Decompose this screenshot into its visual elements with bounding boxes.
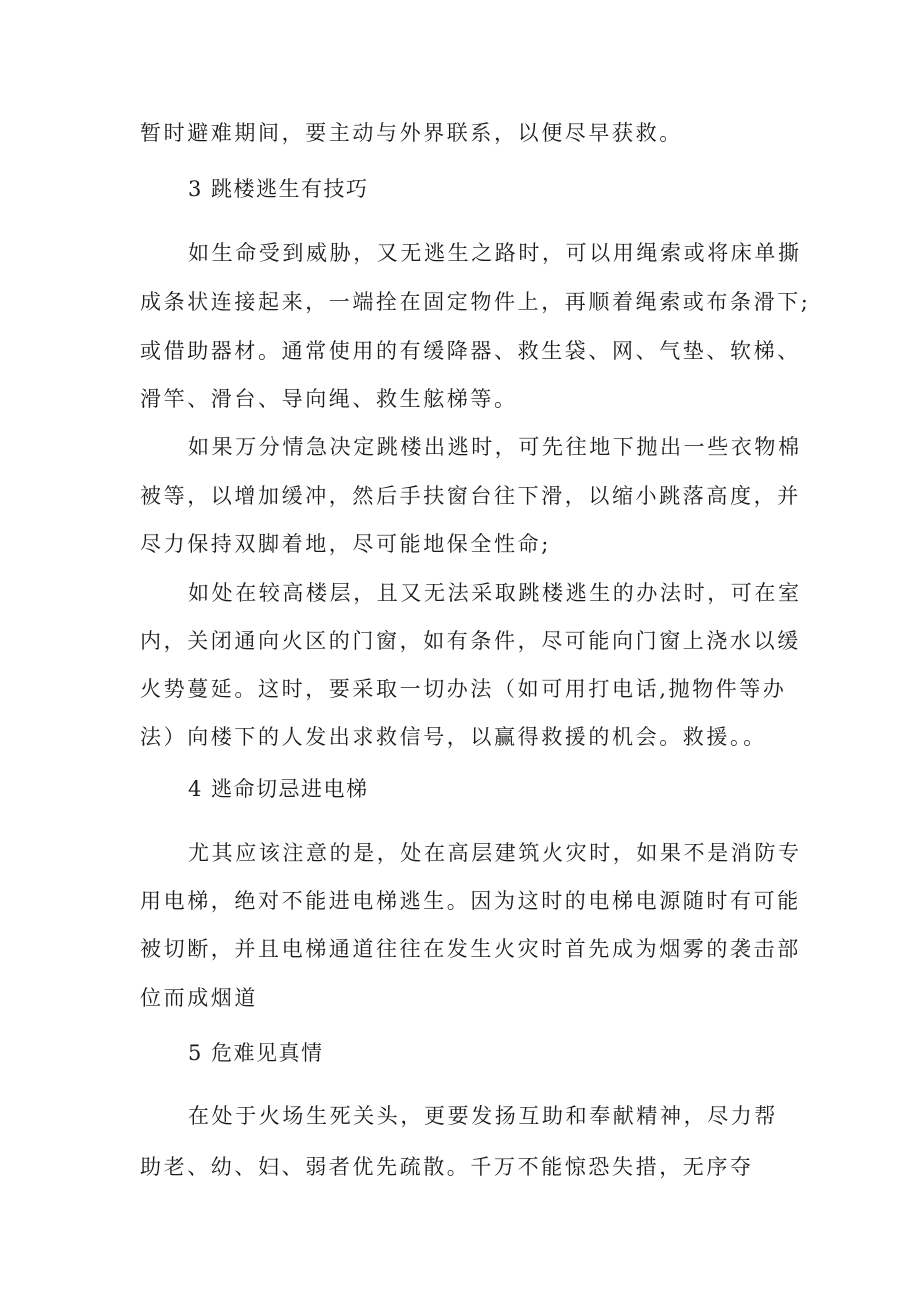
section-heading-3: 3 跳楼逃生有技巧: [188, 177, 369, 201]
paragraph-line: 火势蔓延。这时，要采取一切办法（如可用打电话,抛物件等办: [140, 677, 787, 701]
paragraph-line: 如生命受到威胁，又无逃生之路时，可以用绳索或将床单撕: [188, 241, 802, 265]
section-heading-4: 4 逃命切忌进电梯: [188, 777, 369, 801]
paragraph-line: 暂时避难期间，要主动与外界联系，以便尽早获救。: [140, 121, 683, 145]
paragraph-line: 在处于火场生死关头，更要发扬互助和奉献精神，尽力帮: [188, 1104, 778, 1128]
paragraph-line: 内，关闭通向火区的门窗，如有条件，尽可能向门窗上浇水以缓: [140, 629, 801, 653]
paragraph-line: 被切断，并且电梯通道往往在发生火灾时首先成为烟雾的袭击部: [140, 937, 801, 961]
paragraph-line: 或借助器材。通常使用的有缓降器、救生袋、网、气垫、软梯、: [140, 339, 801, 363]
paragraph-line: 滑竿、滑台、导向绳、救生舷梯等。: [140, 387, 518, 411]
paragraph-line: 如果万分情急决定跳楼出逃时，可先往地下抛出一些衣物棉: [188, 435, 802, 459]
paragraph-line: 助老、幼、妇、弱者优先疏散。千万不能惊恐失措，无序夺: [140, 1155, 754, 1179]
paragraph-line: 尽力保持双脚着地，尽可能地保全性命;: [140, 532, 551, 556]
paragraph-line: 用电梯，绝对不能进电梯逃生。因为这时的电梯电源随时有可能: [140, 889, 801, 913]
section-heading-5: 5 危难见真情: [188, 1041, 324, 1065]
paragraph-line: 如处在较高楼层，且又无法采取跳楼逃生的办法时，可在室: [188, 581, 802, 605]
paragraph-line: 位而成烟道: [140, 986, 258, 1010]
paragraph-line: 被等，以增加缓冲，然后手扶窗台往下滑，以缩小跳落高度，并: [140, 484, 801, 508]
paragraph-line: 成条状连接起来，一端拴在固定物件上，再顺着绳索或布条滑下;: [140, 290, 811, 314]
paragraph-line: 法）向楼下的人发出求救信号，以赢得救援的机会。救援。。: [140, 725, 767, 749]
paragraph-line: 尤其应该注意的是，处在高层建筑火灾时，如果不是消防专: [188, 841, 802, 865]
